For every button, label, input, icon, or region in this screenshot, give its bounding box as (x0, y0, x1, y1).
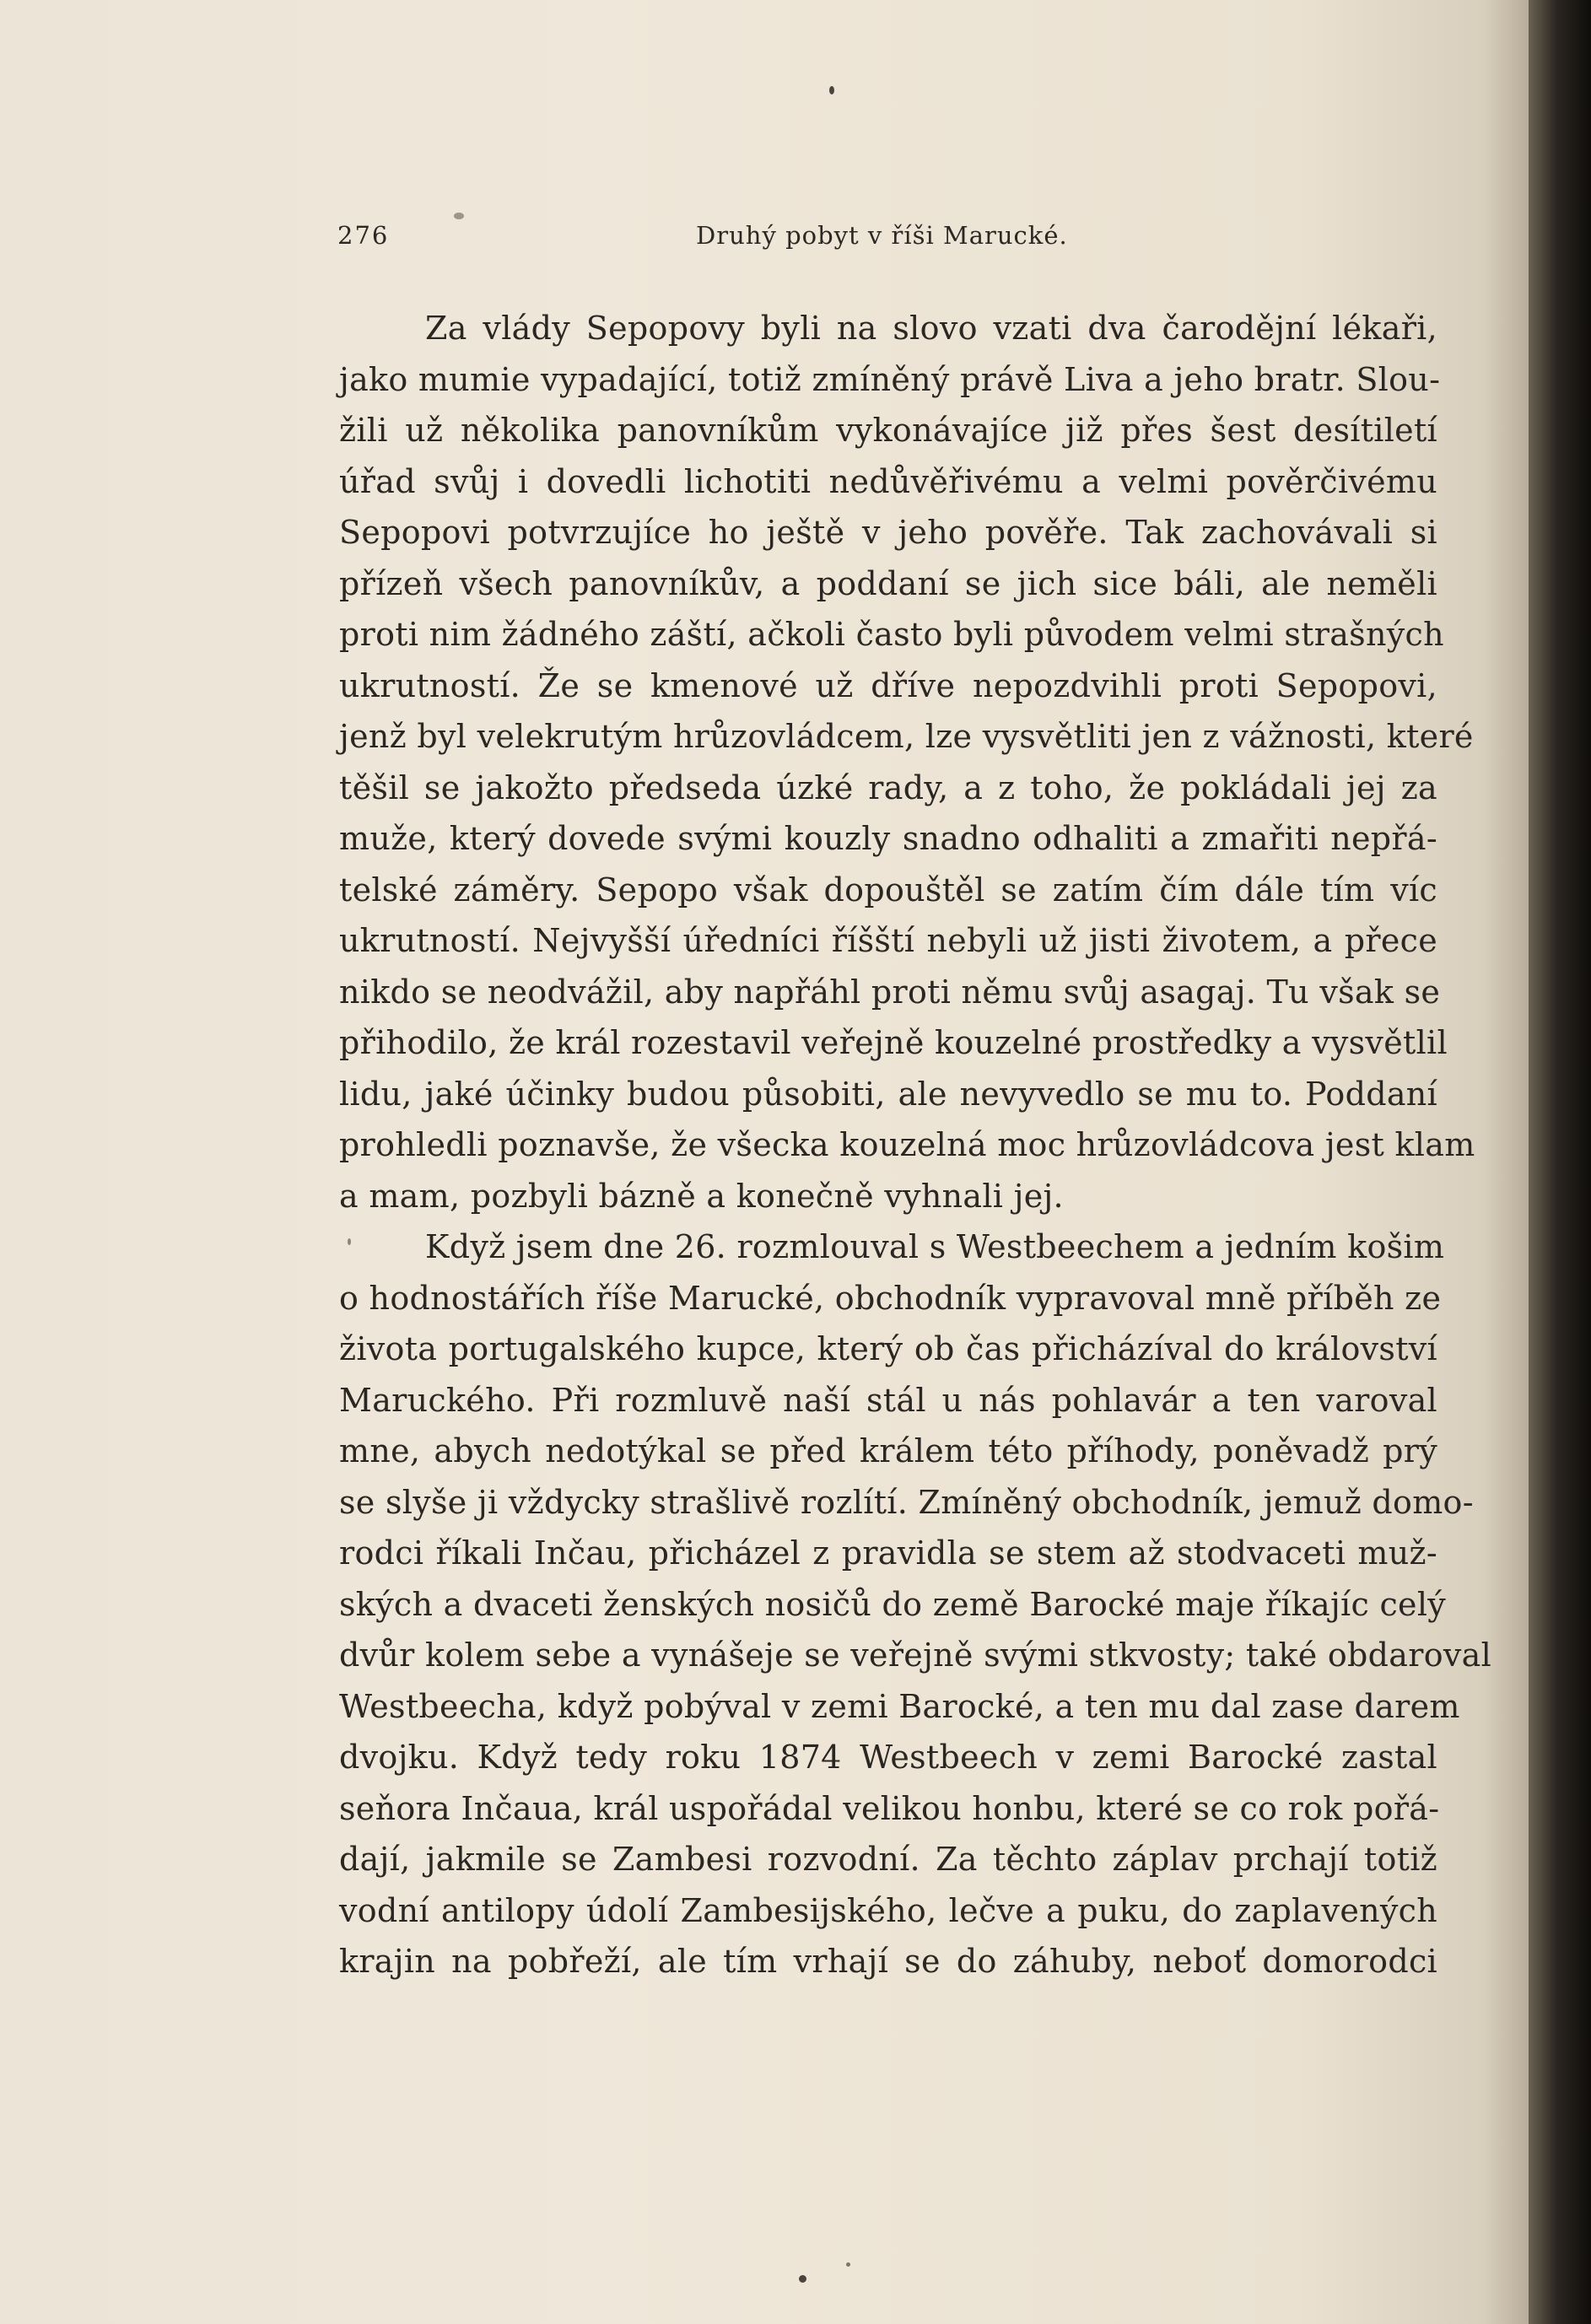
text-line: přízeň všech panovníkův, a poddaní se jich sice báli, ale neměli (339, 564, 1437, 602)
text-line: vodní antilopy údolí Zambesijského, lečve a puku, do zaplavených (339, 1891, 1437, 1929)
text-line: krajin na pobřeží, ale tím vrhají se do záhuby, neboť domorodci (339, 1943, 1437, 1980)
print-speck (829, 86, 834, 94)
text-line: ských a dvaceti ženských nosičů do země Barocké maje říkajíc celý (339, 1585, 1447, 1623)
text-line: proti nim žádného záští, ačkoli často byli původem velmi strašných (339, 616, 1444, 653)
text-line: se slyše ji vždycky strašlivě rozlítí. Zmíněný obchodník, jemuž domo- (339, 1483, 1474, 1521)
print-speck (348, 1238, 351, 1245)
text-line: rodci říkali Inčau, přicházel z pravidla se stem až stodvaceti muž- (339, 1534, 1437, 1572)
text-line: Za vlády Sepopovy byli na slovo vzati dva čarodějní lékaři, (425, 310, 1437, 347)
text-line: přihodilo, že král rozestavil veřejně kouzelné prostředky a vysvětlil (339, 1024, 1448, 1061)
text-line: ukrutností. Nejvyšší úředníci říšští nebyli už jisti životem, a přece (339, 922, 1437, 959)
text-line: dají, jakmile se Zambesi rozvodní. Za těchto záplav prchají totiž (339, 1841, 1437, 1878)
text-line: Když jsem dne 26. rozmlouval s Westbeechem a jedním košim (425, 1228, 1445, 1265)
text-line: mne, abych nedotýkal se před králem této příhody, poněvadž prý (339, 1432, 1437, 1469)
text-line: dvojku. Když tedy roku 1874 Westbeech v zemi Barocké zastal (339, 1739, 1437, 1776)
print-speck (846, 2262, 850, 2267)
page-number: 276 (337, 221, 390, 250)
text-line: jako mumie vypadající, totiž zmíněný právě Liva a jeho bratr. Slou- (339, 360, 1441, 398)
text-line: Westbeecha, když pobýval v zemi Barocké, a ten mu dal zase darem (339, 1687, 1460, 1725)
text-line: žili už několika panovníkům vykonávajíce již přes šest desítiletí (339, 412, 1437, 449)
text-line: jenž byl velekrutým hrůzovládcem, lze vysvětliti jen z vážnosti, které (339, 718, 1474, 755)
text-line: a mam, pozbyli bázně a konečně vyhnali jej. (339, 1177, 1064, 1215)
text-line: těšil se jakožto předseda úzké rady, a z toho, že pokládali jej za (339, 768, 1437, 806)
text-line: Sepopovi potvrzujíce ho ještě v jeho pověře. Tak zachovávali si (339, 514, 1437, 551)
text-line: života portugalského kupce, který ob čas přicházíval do království (339, 1330, 1437, 1367)
text-line: o hodnostářích říše Marucké, obchodník vypravoval mně příběh ze (339, 1279, 1442, 1317)
text-line: seňora Inčaua, král uspořádal velikou honbu, které se co rok pořá- (339, 1789, 1440, 1827)
text-line: prohledli poznavše, že všecka kouzelná moc hrůzovládcova jest klam (339, 1126, 1475, 1163)
text-line: dvůr kolem sebe a vynášeje se veřejně svými stkvosty; také obdaroval (339, 1637, 1492, 1674)
text-line: ukrutností. Že se kmenové už dříve nepozdvihli proti Sepopovi, (339, 666, 1437, 704)
print-speck (799, 2275, 806, 2283)
text-line: telské záměry. Sepopo však dopouštěl se zatím čím dále tím víc (339, 871, 1437, 909)
text-line: muže, který dovede svými kouzly snadno odhaliti a zmařiti nepřá- (339, 820, 1437, 857)
running-title: Druhý pobyt v říši Marucké. (696, 221, 1068, 250)
page-edge-shadow (1529, 0, 1591, 2324)
body-text (339, 303, 1492, 1987)
text-line: úřad svůj i dovedli lichotiti nedůvěřivému a velmi pověrčivému (339, 462, 1437, 500)
text-line: Maruckého. Při rozmluvě naší stál u nás pohlavár a ten varoval (339, 1381, 1437, 1419)
page-header (337, 221, 1097, 255)
text-line: lidu, jaké účinky budou působiti, ale nevyvedlo se mu to. Poddaní (339, 1075, 1437, 1113)
print-speck (454, 213, 464, 219)
text-line: nikdo se neodvážil, aby napřáhl proti němu svůj asagaj. Tu však se (339, 973, 1441, 1011)
